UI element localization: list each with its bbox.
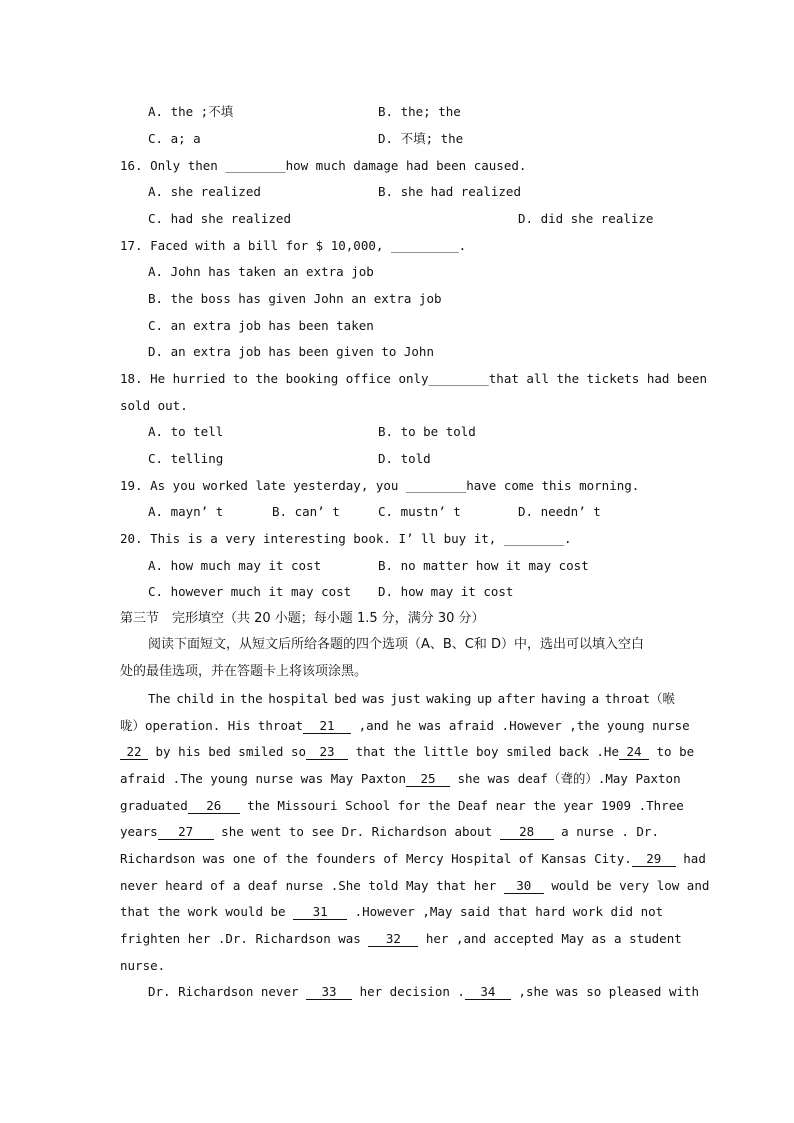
q16-option-c: C. had she realized bbox=[148, 211, 291, 226]
blank-21: 21 bbox=[303, 719, 351, 734]
q15-option-d: D. 不填; the bbox=[378, 131, 464, 146]
q20-stem bbox=[120, 531, 572, 547]
q18-stem-lead bbox=[120, 371, 489, 387]
passage-text: Dr. Richardson never bbox=[148, 984, 307, 999]
passage-line-6 bbox=[120, 824, 659, 840]
passage-word: after bbox=[497, 691, 536, 706]
passage-text: years bbox=[120, 824, 158, 839]
q16-option-b: B. she had realized bbox=[378, 184, 521, 199]
section-instruction-line2: 处的最佳选项，并在答题卡上将该项涂黑。 bbox=[120, 664, 368, 679]
blank-26: 26 bbox=[188, 799, 240, 814]
passage-word: child bbox=[176, 691, 214, 706]
q15-option-b: B. the; the bbox=[378, 104, 461, 119]
q20-blank: ________ bbox=[503, 531, 565, 546]
passage-line-5 bbox=[120, 798, 684, 814]
passage-text: 咙）operation. His throat bbox=[120, 718, 304, 733]
passage-text: never heard of a deaf nurse .She told May that her bbox=[120, 878, 504, 893]
q16-stem-pre: 16. Only then bbox=[120, 158, 226, 173]
passage-text: the Missouri School for the Deaf near the year 1909 .Three bbox=[239, 798, 684, 813]
q18-stem-pre: 18. He hurried to the booking office only bbox=[120, 371, 429, 386]
q15-option-c: C. a; a bbox=[148, 131, 201, 146]
section-instruction-line1: 阅读下面短文，从短文后所给各题的四个选项（A、B、C和 D）中，选出可以填入空白 bbox=[148, 637, 645, 652]
q20-option-a: A. how much may it cost bbox=[148, 558, 322, 573]
q16-option-d: D. did she realize bbox=[518, 211, 654, 226]
blank-34: 34 bbox=[465, 985, 511, 1000]
passage-text: afraid .The young nurse was May Paxton bbox=[120, 771, 406, 786]
q19-option-c: C. mustn’ t bbox=[378, 504, 461, 519]
blank-29: 29 bbox=[632, 852, 676, 867]
q17-stem bbox=[120, 238, 466, 254]
q17-blank: _________ bbox=[390, 238, 459, 253]
passage-word: bed bbox=[334, 691, 357, 706]
passage-line-10 bbox=[120, 931, 682, 947]
q19-stem-pre: 19. As you worked late yesterday, you bbox=[120, 478, 406, 493]
passage-word: having bbox=[540, 691, 587, 706]
passage-text: Richardson was one of the founders of Mercy Hospital of Kansas City. bbox=[120, 851, 632, 866]
q18-stem bbox=[120, 371, 708, 387]
section-title: 第三节 完形填空（共 20 小题；每小题 1.5 分，满分 30 分） bbox=[120, 611, 485, 626]
q19-option-a: A. mayn’ t bbox=[148, 504, 224, 519]
q20-stem-pre: 20. This is a very interesting book. I’ ll buy it, bbox=[120, 531, 504, 546]
q17-option-d: D. an extra job has been given to John bbox=[148, 344, 434, 359]
passage-word: up bbox=[476, 691, 493, 706]
passage-line-11: nurse. bbox=[120, 958, 166, 973]
passage-text: by his bed smiled so bbox=[148, 744, 307, 759]
q19-blank: ________ bbox=[405, 478, 467, 493]
blank-30: 30 bbox=[504, 879, 544, 894]
passage-line-7 bbox=[120, 851, 706, 867]
passage-text: she went to see Dr. Richardson about bbox=[213, 824, 500, 839]
q16-option-a: A. she realized bbox=[148, 184, 261, 199]
q18-option-d: D. told bbox=[378, 451, 431, 466]
q20-option-b: B. no matter how it may cost bbox=[378, 558, 589, 573]
passage-word: in bbox=[219, 691, 235, 706]
passage-text: ,she was so pleased with bbox=[510, 984, 700, 999]
passage-line-12 bbox=[148, 984, 699, 1000]
passage-word: hospital bbox=[268, 691, 329, 706]
q20-option-c: C. however much it may cost bbox=[148, 584, 352, 599]
q17-option-a: A. John has taken an extra job bbox=[148, 264, 374, 279]
blank-23: 23 bbox=[306, 745, 348, 760]
blank-28: 28 bbox=[500, 825, 554, 840]
q18-option-a: A. to tell bbox=[148, 424, 224, 439]
q16-stem bbox=[120, 158, 526, 174]
q17-option-b: B. the boss has given John an extra job bbox=[148, 291, 442, 306]
q19-option-d: D. needn’ t bbox=[518, 504, 601, 519]
q17-stem-post: . bbox=[458, 238, 467, 253]
blank-31: 31 bbox=[293, 905, 347, 920]
passage-text: ,and he was afraid .However ,the young nurse bbox=[351, 718, 690, 733]
passage-line-4 bbox=[120, 771, 681, 787]
q18-stem-cont: sold out. bbox=[120, 398, 188, 413]
blank-32: 32 bbox=[368, 932, 418, 947]
blank-33: 33 bbox=[306, 985, 352, 1000]
q17-option-c: C. an extra job has been taken bbox=[148, 318, 374, 333]
q17-stem-pre: 17. Faced with a bill for $ 10,000, bbox=[120, 238, 391, 253]
passage-text: a nurse . Dr. bbox=[553, 824, 659, 839]
passage-text: she was deaf（聋的）.May Paxton bbox=[449, 771, 681, 786]
q19-stem-post: have come this morning. bbox=[466, 478, 640, 493]
q20-option-d: D. how may it cost bbox=[378, 584, 514, 599]
passage-line-3 bbox=[120, 744, 694, 760]
q19-option-b: B. can’ t bbox=[272, 504, 340, 519]
passage-line-8 bbox=[120, 878, 709, 894]
passage-text: that the work would be bbox=[120, 904, 294, 919]
passage-text: her ,and accepted May as a student bbox=[418, 931, 682, 946]
blank-27: 27 bbox=[158, 825, 214, 840]
passage-word: was bbox=[362, 691, 385, 706]
q16-blank: ________ bbox=[225, 158, 286, 173]
passage-text: to be bbox=[648, 744, 695, 759]
passage-text: .However ,May said that hard work did not bbox=[347, 904, 664, 919]
passage-word: a bbox=[591, 691, 600, 706]
q20-stem-post: . bbox=[564, 531, 572, 546]
passage-line-2 bbox=[120, 718, 690, 734]
passage-text: graduated bbox=[120, 798, 188, 813]
q18-stem-post: that all the tickets had been bbox=[488, 371, 708, 386]
blank-24: 24 bbox=[619, 745, 649, 760]
passage-word: the bbox=[240, 691, 263, 706]
passage-word: waking bbox=[426, 691, 472, 706]
passage-text: her decision . bbox=[352, 984, 465, 999]
passage-line-9 bbox=[120, 904, 663, 920]
blank-25: 25 bbox=[406, 772, 450, 787]
passage-line-1 bbox=[148, 691, 675, 707]
passage-word: throat（喉 bbox=[604, 691, 675, 706]
passage-text: frighten her .Dr. Richardson was bbox=[120, 931, 369, 946]
passage-word: just bbox=[390, 691, 421, 706]
q18-blank: ________ bbox=[428, 371, 489, 386]
passage-text: had bbox=[675, 851, 706, 866]
q15-option-a: A. the ;不填 bbox=[148, 104, 234, 119]
q19-stem bbox=[120, 478, 639, 494]
q16-stem-post: how much damage had been caused. bbox=[285, 158, 527, 173]
blank-22: 22 bbox=[120, 745, 148, 760]
passage-text: that the little boy smiled back .He bbox=[348, 744, 619, 759]
passage-text: would be very low and bbox=[543, 878, 710, 893]
q18-option-c: C. telling bbox=[148, 451, 224, 466]
passage-word: The bbox=[148, 691, 171, 706]
q18-option-b: B. to be told bbox=[378, 424, 476, 439]
